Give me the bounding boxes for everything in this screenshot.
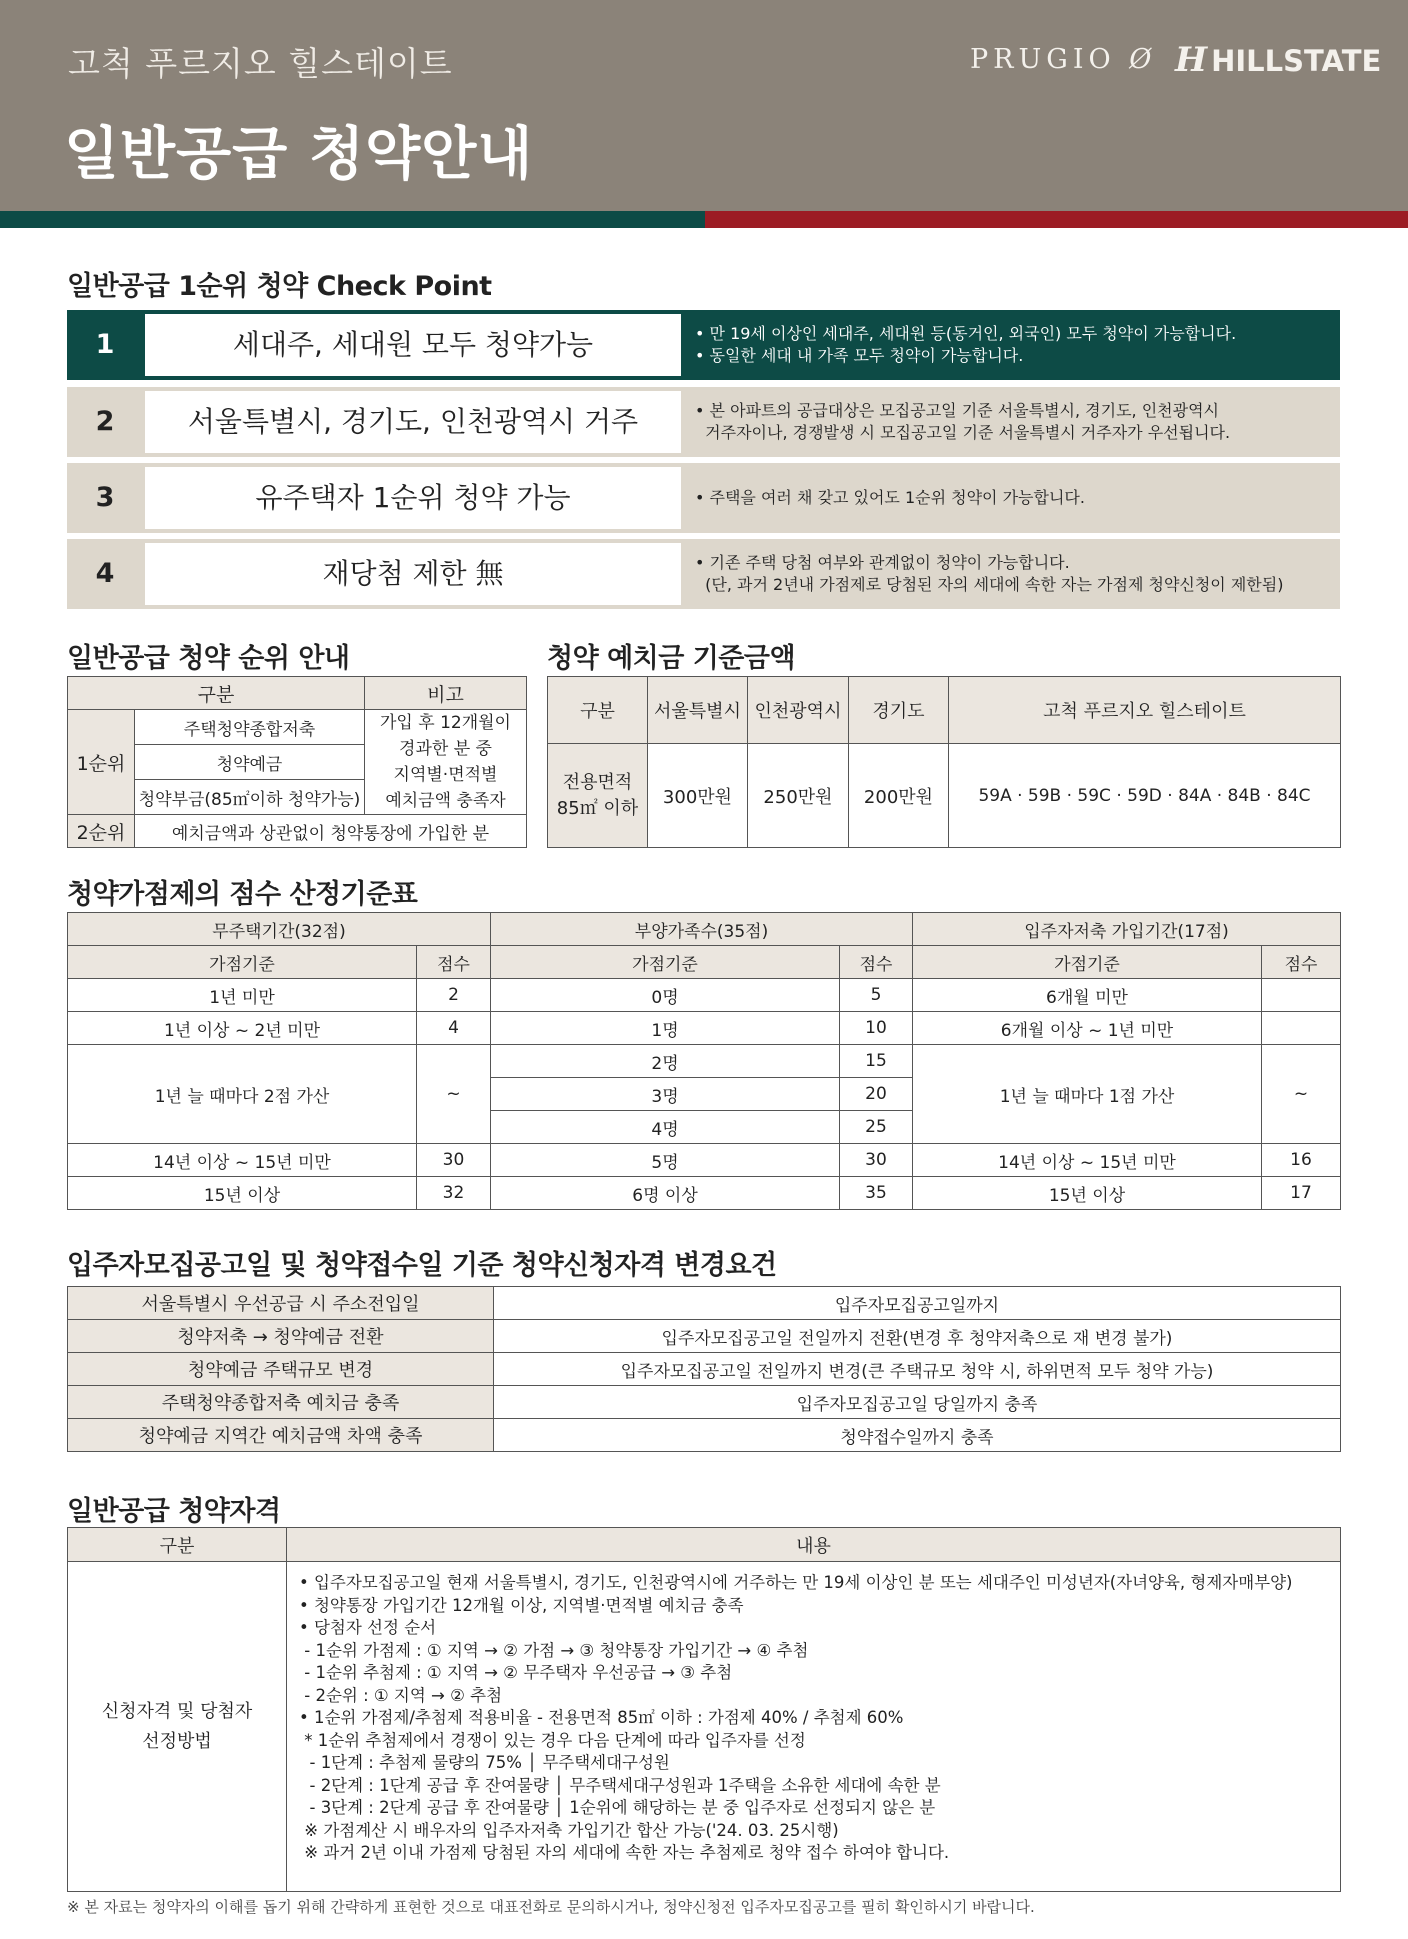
checkpoint-description	[695, 539, 1283, 609]
hillstate-wordmark: HILLSTATE	[1211, 44, 1382, 78]
table-cell: 6개월 이상 ~ 1년 미만	[913, 1012, 1262, 1045]
checkpoint-heading: 재당첨 제한 無	[145, 543, 681, 605]
prugio-wordmark: PRUGIO	[970, 44, 1116, 75]
table-cell	[1262, 979, 1341, 1012]
qualification-table	[67, 1527, 1341, 1892]
deposit-title: 청약 예치금 기준금액	[547, 643, 796, 674]
table-cell: 15년 이상	[913, 1177, 1262, 1210]
table-cell: 3명	[491, 1078, 840, 1111]
table-cell	[1262, 1012, 1341, 1045]
header-stripe-red	[705, 211, 1408, 228]
table-header: 고척 푸르지오 힐스테이트	[949, 677, 1341, 744]
checkpoint-description	[695, 310, 1236, 380]
table-cell: 4명	[491, 1111, 840, 1144]
group-header: 무주택기간(32점)	[68, 913, 491, 946]
checkpoint-item	[67, 539, 1340, 609]
table-header: 가점기준	[913, 946, 1262, 979]
checkpoint-item	[67, 463, 1340, 533]
table-header: 내용	[287, 1528, 1341, 1562]
table-cell: 25	[840, 1111, 913, 1144]
requirement-label: 주택청약종합저축 예치금 충족	[68, 1386, 494, 1419]
table-header: 가점기준	[491, 946, 840, 979]
requirements-table	[67, 1286, 1341, 1452]
label-line: 85㎡ 이하	[556, 797, 639, 819]
table-cell: 300만원	[648, 744, 748, 848]
note-line: 경과한 분 중	[399, 739, 492, 759]
score-title: 청약가점제의 점수 산정기준표	[67, 879, 418, 910]
qualification-content	[287, 1562, 1341, 1892]
table-cell: 10	[840, 1012, 913, 1045]
label-line: 신청자격 및 당첨자	[101, 1700, 253, 1722]
description-line: • 동일한 세대 내 가족 모두 청약이 가능합니다.	[695, 346, 1024, 365]
table-header: 가점기준	[68, 946, 417, 979]
qualification-title: 일반공급 청약자격	[67, 1496, 281, 1527]
table-cell: 30	[417, 1144, 491, 1177]
rank-note	[365, 710, 527, 815]
checkpoint-title: 일반공급 1순위 청약 Check Point	[67, 271, 492, 302]
checkpoint-number: 1	[95, 329, 115, 360]
content-line: - 3단계 : 2단계 공급 후 잔여물량 │ 1순위에 해당하는 분 중 입주자로 선정되지 않은 분	[299, 1798, 936, 1817]
table-cell: 15년 이상	[68, 1177, 417, 1210]
table-cell: 1년 이상 ~ 2년 미만	[68, 1012, 417, 1045]
rank-title: 일반공급 청약 순위 안내	[67, 643, 350, 674]
project-name: 고척 푸르지오 힐스테이트	[68, 44, 453, 83]
checkpoint-description	[695, 387, 1230, 457]
table-cell: 2명	[491, 1045, 840, 1078]
rank-label: 2순위	[68, 815, 135, 848]
checkpoint-item	[67, 387, 1340, 457]
table-cell: 예치금액과 상관없이 청약통장에 가입한 분	[135, 815, 527, 848]
requirement-label: 청약예금 주택규모 변경	[68, 1353, 494, 1386]
footnote: ※ 본 자료는 청약자의 이해를 돕기 위해 간략하게 표현한 것으로 대표전화로 문의하시거나, 청약신청전 입주자모집공고를 필히 확인하시기 바랍니다.	[67, 1898, 1035, 1916]
table-header: 경기도	[849, 677, 949, 744]
table-cell: ~	[1262, 1045, 1341, 1144]
requirement-label: 청약저축 → 청약예금 전환	[68, 1320, 494, 1353]
table-cell: 16	[1262, 1144, 1341, 1177]
table-cell: 1년 늘 때마다 1점 가산	[913, 1045, 1262, 1144]
qualification-label	[68, 1562, 287, 1892]
table-cell: 청약예금	[135, 745, 365, 780]
content-line: • 당첨자 선정 순서	[299, 1618, 437, 1637]
note-line: 지역별·면적별	[393, 765, 498, 785]
content-line: - 1순위 추첨제 : ① 지역 → ② 무주택자 우선공급 → ③ 추첨	[299, 1663, 733, 1682]
table-header: 인천광역시	[748, 677, 849, 744]
table-cell: 1명	[491, 1012, 840, 1045]
hillstate-mark-icon: H	[1175, 40, 1208, 80]
table-cell: 청약부금(85㎡이하 청약가능)	[135, 780, 365, 815]
checkpoint-item	[67, 310, 1340, 380]
checkpoint-heading: 세대주, 세대원 모두 청약가능	[145, 314, 681, 376]
table-cell: 0명	[491, 979, 840, 1012]
requirement-value: 입주자모집공고일까지	[494, 1287, 1341, 1320]
table-cell: 14년 이상 ~ 15년 미만	[68, 1144, 417, 1177]
table-cell: 6개월 미만	[913, 979, 1262, 1012]
checkpoint-description	[695, 463, 1085, 533]
table-header: 구분	[68, 1528, 287, 1562]
table-header: 구분	[548, 677, 648, 744]
label-line: 전용면적	[562, 771, 633, 793]
content-line: - 1단계 : 추첨제 물량의 75% │ 무주택세대구성원	[299, 1753, 670, 1772]
header-stripe-green	[0, 211, 705, 228]
table-cell: 250만원	[748, 744, 849, 848]
requirement-value: 입주자모집공고일 전일까지 전환(변경 후 청약저축으로 재 변경 불가)	[494, 1320, 1341, 1353]
description-line: • 주택을 여러 채 갖고 있어도 1순위 청약이 가능합니다.	[695, 488, 1085, 507]
rank-table	[67, 676, 527, 848]
table-cell: 14년 이상 ~ 15년 미만	[913, 1144, 1262, 1177]
table-cell: ~	[417, 1045, 491, 1144]
table-cell: 5명	[491, 1144, 840, 1177]
table-header: 서울특별시	[648, 677, 748, 744]
content-line: • 청약통장 가입기간 12개월 이상, 지역별·면적별 예치금 충족	[299, 1595, 744, 1615]
requirement-value: 청약접수일까지 충족	[494, 1419, 1341, 1452]
content-line: - 2단계 : 1단계 공급 후 잔여물량 │ 무주택세대구성원과 1주택을 소유한 세대에 속한 분	[299, 1775, 941, 1795]
table-cell: 4	[417, 1012, 491, 1045]
requirement-label: 서울특별시 우선공급 시 주소전입일	[68, 1287, 494, 1320]
deposit-table	[547, 676, 1341, 848]
deposit-row-label	[548, 744, 648, 848]
table-cell: 6명 이상	[491, 1177, 840, 1210]
checkpoint-number: 2	[95, 406, 115, 437]
content-line: • 입주자모집공고일 현재 서울특별시, 경기도, 인천광역시에 거주하는 만 19세 이상인 분 또는 세대주인 미성년자(자녀양육, 형제자매부양)	[299, 1573, 1293, 1592]
prugio-mark-icon: Ø	[1129, 44, 1157, 75]
page-title: 일반공급 청약안내	[64, 121, 534, 187]
note-line: 가입 후 12개월이	[380, 713, 511, 733]
content-line: ※ 과거 2년 이내 가점제 당첨된 자의 세대에 속한 자는 추첨제로 청약 접수 하여야 합니다.	[299, 1843, 950, 1862]
checkpoint-heading: 서울특별시, 경기도, 인천광역시 거주	[145, 391, 681, 453]
table-cell: 200만원	[849, 744, 949, 848]
content-line: • 1순위 가점제/추첨제 적용비율 - 전용면적 85㎡ 이하 : 가점제 40% / 추첨제 60%	[299, 1708, 904, 1727]
label-line: 선정방법	[142, 1730, 212, 1752]
checkpoint-heading: 유주택자 1순위 청약 가능	[145, 467, 681, 529]
description-line: 거주자이나, 경쟁발생 시 모집공고일 기준 서울특별시 거주자가 우선됩니다.	[695, 423, 1231, 442]
description-line: • 기존 주택 당첨 여부와 관계없이 청약이 가능합니다.	[695, 553, 1070, 572]
group-header: 부양가족수(35점)	[491, 913, 913, 946]
table-header: 점수	[1262, 946, 1341, 979]
description-line: • 만 19세 이상인 세대주, 세대원 등(동거인, 외국인) 모두 청약이 가능합니다.	[695, 324, 1237, 343]
checkpoint-number: 4	[95, 558, 115, 589]
page-header	[0, 0, 1408, 211]
description-line: • 본 아파트의 공급대상은 모집공고일 기준 서울특별시, 경기도, 인천광역시	[695, 401, 1219, 420]
table-header: 점수	[840, 946, 913, 979]
requirements-title: 입주자모집공고일 및 청약접수일 기준 청약신청자격 변경요건	[67, 1250, 777, 1281]
table-header: 비고	[365, 677, 527, 710]
prugio-logo	[970, 44, 1156, 75]
description-line: (단, 과거 2년내 가점제로 당첨된 자의 세대에 속한 자는 가점제 청약신청이 제한됨)	[695, 575, 1284, 594]
content-line: - 2순위 : ① 지역 → ② 추첨	[299, 1685, 503, 1705]
table-cell: 15	[840, 1045, 913, 1078]
table-cell: 32	[417, 1177, 491, 1210]
requirement-value: 입주자모집공고일 전일까지 변경(큰 주택규모 청약 시, 하위면적 모두 청약 가능)	[494, 1353, 1341, 1386]
note-line: 예치금액 충족자	[385, 791, 506, 811]
table-header: 구분	[68, 677, 365, 710]
table-cell: 20	[840, 1078, 913, 1111]
hillstate-logo	[1175, 40, 1381, 80]
table-cell: 17	[1262, 1177, 1341, 1210]
score-table	[67, 912, 1341, 1210]
group-header: 입주자저축 가입기간(17점)	[913, 913, 1341, 946]
table-cell: 1년 늘 때마다 2점 가산	[68, 1045, 417, 1144]
table-cell: 주택청약종합저축	[135, 710, 365, 745]
table-cell: 59A · 59B · 59C · 59D · 84A · 84B · 84C	[949, 744, 1341, 848]
checkpoint-number: 3	[95, 482, 115, 513]
table-cell: 2	[417, 979, 491, 1012]
rank-label: 1순위	[68, 710, 135, 815]
content-line: ※ 가점계산 시 배우자의 입주자저축 가입기간 합산 가능('24. 03. 25시행)	[299, 1820, 839, 1840]
table-cell: 30	[840, 1144, 913, 1177]
table-header: 점수	[417, 946, 491, 979]
content-line: * 1순위 추첨제에서 경쟁이 있는 경우 다음 단계에 따라 입주자를 선정	[299, 1730, 806, 1750]
table-cell: 5	[840, 979, 913, 1012]
content-line: - 1순위 가점제 : ① 지역 → ② 가점 → ③ 청약통장 가입기간 → ④ 추첨	[299, 1640, 809, 1660]
requirement-label: 청약예금 지역간 예치금액 차액 충족	[68, 1419, 494, 1452]
table-cell: 35	[840, 1177, 913, 1210]
table-cell: 1년 미만	[68, 979, 417, 1012]
requirement-value: 입주자모집공고일 당일까지 충족	[494, 1386, 1341, 1419]
